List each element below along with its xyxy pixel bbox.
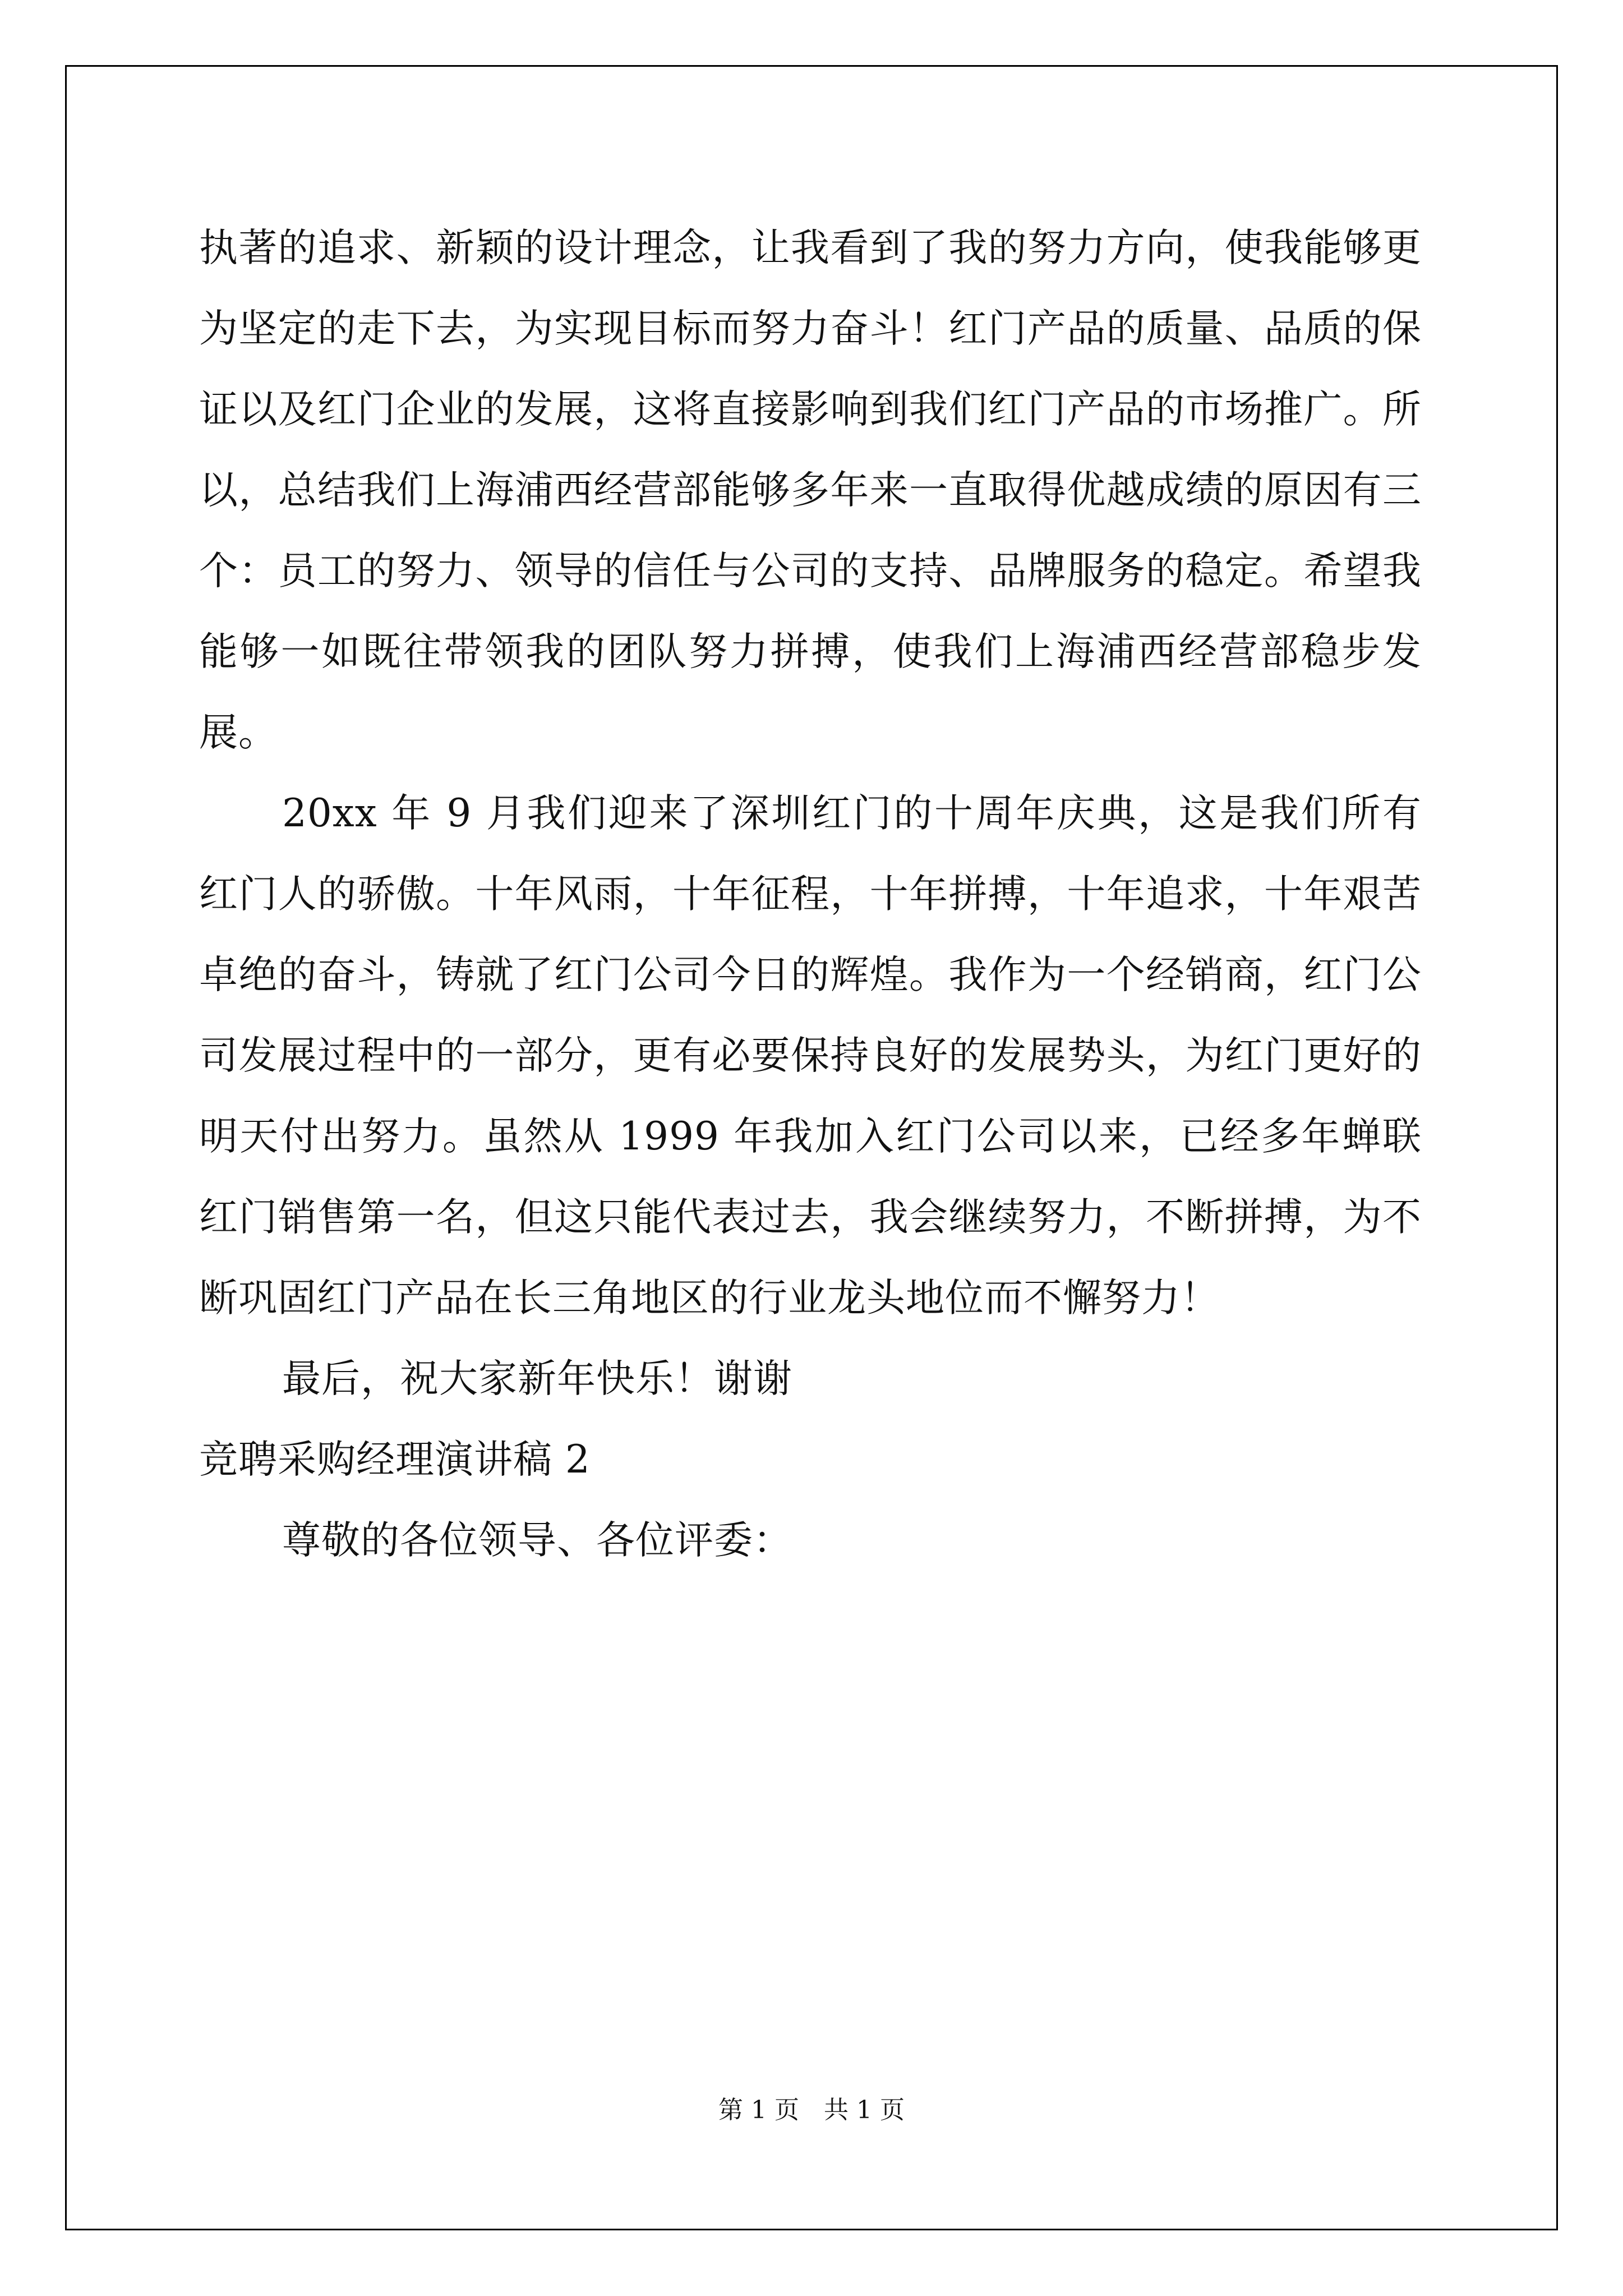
paragraph-1: 执著的追求、新颖的设计理念，让我看到了我的努力方向，使我能够更为坚定的走下去，为实现目标而努力奋斗！红门产品的质量、品质的保证以及红门企业的发展，这将直接影响到我们红门产品的市场推广。所以，总结我们上海浦西经营部能够多年来一直取得优越成绩的原因有三个：员工的努力、领导的信任与公司的支持、品牌服务的稳定。希望我能够一如既往带领我的团队努力拼搏，使我们上海浦西经营部稳步发展。 — [199, 226, 1422, 755]
page-number-footer: 第 1 页 共 1 页 — [718, 2096, 905, 2124]
paragraph-2: 20xx 年 9 月我们迎来了深圳红门的十周年庆典，这是我们所有红门人的骄傲。十年风雨，十年征程，十年拼搏，十年追求，十年艰苦卓绝的奋斗，铸就了红门公司今日的辉煌。我作为一个经销商，红门公司发展过程中的一部分，更有必要保持良好的发展势头，为红门更好的明天付出努力。虽然从 1999 年我加入红门公司以来，已经多年蝉联红门销售第一名，但这只能代表过去，我会继续努力，不断拼搏，为不断巩固红门产品在长三角地区的行业龙头地位而不懈努力！ — [199, 791, 1422, 1320]
document-body — [199, 208, 1422, 1581]
paragraph-3: 最后，祝大家新年快乐！谢谢 — [282, 1356, 792, 1401]
section-heading: 竞聘采购经理演讲稿 2 — [199, 1437, 591, 1482]
salutation: 尊敬的各位领导、各位评委： — [282, 1518, 792, 1563]
